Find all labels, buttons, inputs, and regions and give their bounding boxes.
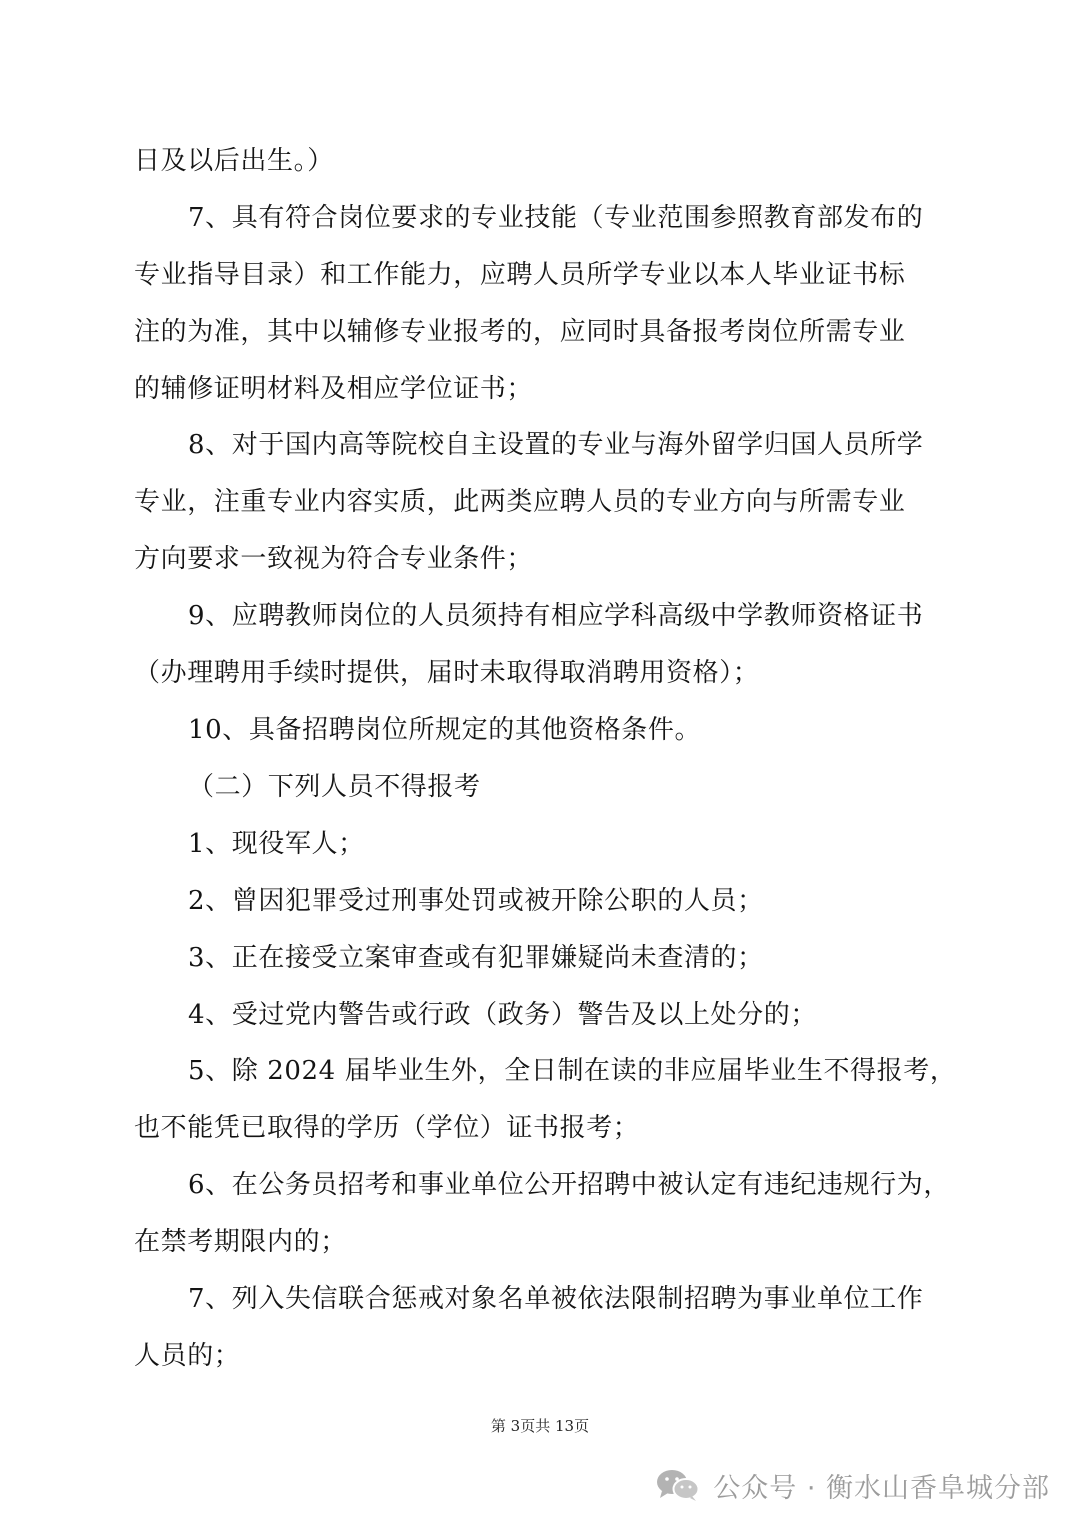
- body-line: 日及以后出生。）: [134, 146, 334, 176]
- watermark-text: 公众号 · 衡水山香阜城分部: [713, 1472, 1050, 1504]
- body-line: 也不能凭已取得的学历（学位）证书报考；: [134, 1113, 640, 1143]
- body-line: 10、具备招聘岗位所规定的其他资格条件。: [188, 715, 702, 745]
- body-line: 6、在公务员招考和事业单位公开招聘中被认定有违纪违规行为，: [188, 1170, 950, 1200]
- body-line: 专业，注重专业内容实质，此两类应聘人员的专业方向与所需专业: [134, 487, 906, 517]
- body-line: 1、现役军人；: [188, 829, 365, 859]
- body-line: 7、具有符合岗位要求的专业技能（专业范围参照教育部发布的: [188, 203, 924, 233]
- wechat-icon: [655, 1468, 701, 1502]
- body-line: 专业指导目录）和工作能力，应聘人员所学专业以本人毕业证书标: [134, 260, 906, 290]
- page-footer: 第 3页共 13页: [490, 1417, 590, 1435]
- watermark: [655, 1465, 1050, 1505]
- body-line: 4、受过党内警告或行政（政务）警告及以上处分的；: [188, 1000, 817, 1030]
- body-line: 的辅修证明材料及相应学位证书；: [134, 374, 534, 404]
- body-line: 2、曾因犯罪受过刑事处罚或被开除公职的人员；: [188, 886, 764, 916]
- body-line: 7、列入失信联合惩戒对象名单被依法限制招聘为事业单位工作: [188, 1284, 924, 1314]
- body-line: 在禁考期限内的；: [134, 1227, 347, 1257]
- body-line: 8、对于国内高等院校自主设置的专业与海外留学归国人员所学: [188, 430, 924, 460]
- body-line: 方向要求一致视为符合专业条件；: [134, 544, 534, 574]
- body-line: 5、除 2024 届毕业生外，全日制在读的非应届毕业生不得报考，: [188, 1056, 957, 1086]
- body-line: 人员的；: [134, 1341, 241, 1371]
- body-line: 注的为准，其中以辅修专业报考的，应同时具备报考岗位所需专业: [134, 317, 906, 347]
- section-heading: （二）下列人员不得报考: [188, 772, 481, 802]
- body-line: 3、正在接受立案审查或有犯罪嫌疑尚未查清的；: [188, 943, 764, 973]
- body-line: （办理聘用手续时提供，届时未取得取消聘用资格）；: [134, 658, 760, 688]
- body-line: 9、应聘教师岗位的人员须持有相应学科高级中学教师资格证书: [188, 601, 924, 631]
